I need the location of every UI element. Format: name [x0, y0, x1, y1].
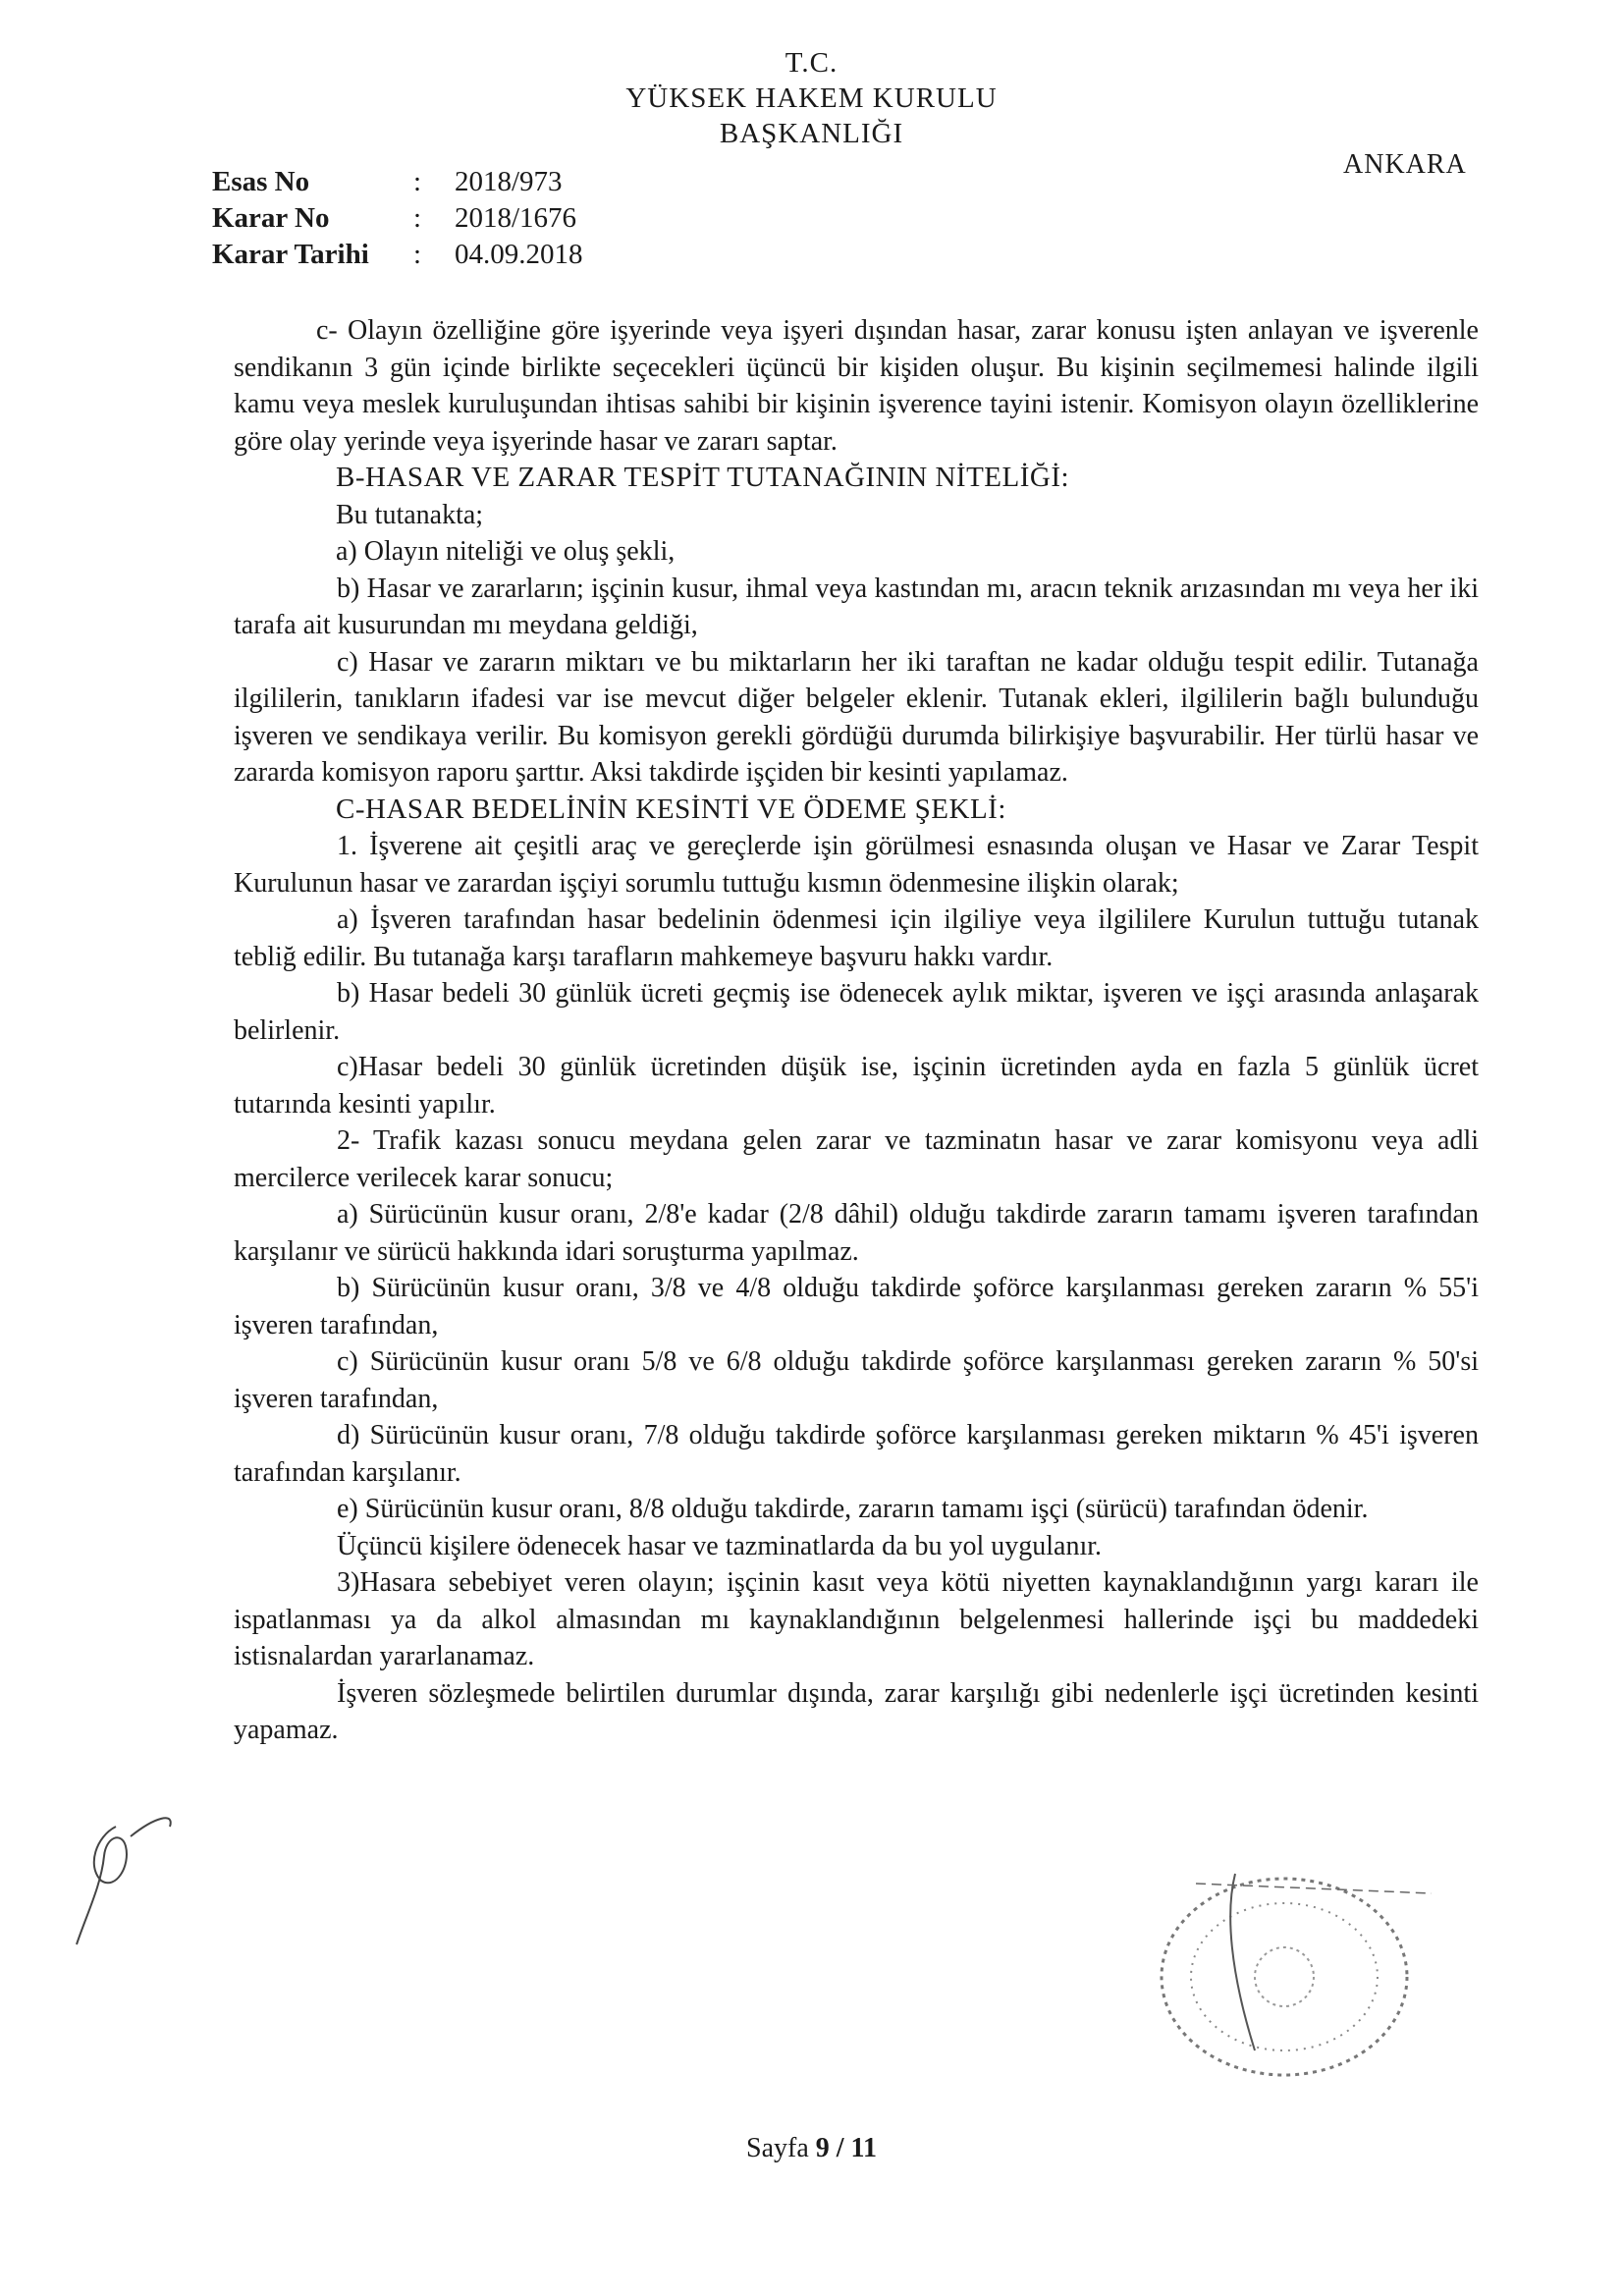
meta-row-karar-tarihi	[212, 237, 583, 273]
meta-separator: :	[413, 239, 422, 270]
page-number: 9 / 11	[815, 2133, 877, 2163]
section-heading-c: C-HASAR BEDELİNİN KESİNTİ VE ÖDEME ŞEKLİ:	[336, 793, 1006, 825]
paragraph-c-1b: b) Hasar bedeli 30 günlük ücreti geçmiş ise ödenecek aylık miktar, işveren ve işçi arasında anlaşarak belirlenir.	[234, 978, 1479, 1046]
paragraph-c-2c: c) Sürücünün kusur oranı 5/8 ve 6/8 olduğu takdirde şoförce karşılanması gereken zararın % 50'si işveren tarafından,	[234, 1346, 1479, 1414]
paragraph-c-2b: b) Sürücünün kusur oranı, 3/8 ve 4/8 olduğu takdirde şoförce karşılanması gereken zararın % 55'i işveren tarafından,	[234, 1273, 1479, 1340]
paragraph-b-c: c) Hasar ve zararın miktarı ve bu miktarların her iki taraftan ne kadar olduğu tespit edilir. Tutanağa ilgililerin, tanıkların ifadesi var ise mevcut diğer belgeler eklenir. Tutanak ekleri, ilgililerin bağlı bulunduğu işveren ve sendikaya verilir. Bu komisyon gerekli gördüğü durumda bilirkişiye başvurabilir. Her türlü hasar ve zararda komisyon raporu şarttır. Aksi takdirde işçiden bir kesinti yapılamaz.	[234, 646, 1479, 788]
meta-value: 2018/1676	[455, 202, 577, 234]
document-body	[234, 312, 1479, 1749]
paragraph-c-2f: Üçüncü kişilere ödenecek hasar ve tazminatlarda da bu yol uygulanır.	[337, 1530, 1103, 1561]
paragraph-b-b: b) Hasar ve zararların; işçinin kusur, ihmal veya kastından mı, aracın teknik arızasından mı veya her iki tarafa ait kusurundan mı meydana geldiği,	[234, 573, 1479, 640]
meta-row-karar	[212, 200, 583, 237]
paragraph-b-a: a) Olayın niteliği ve oluş şekli,	[336, 536, 676, 567]
meta-label: Esas No	[212, 166, 310, 197]
header-institution: YÜKSEK HAKEM KURULU	[625, 82, 998, 114]
header-city: ANKARA	[1343, 149, 1467, 180]
paragraph-c: c- Olayın özelliğine göre işyerinde veya işyeri dışından hasar, zarar konusu işten anlayan ve işverenle sendikanın 3 gün içinde birlikte seçecekleri üçüncü bir kişiden oluşur. Bu kişinin seçilmemesi halinde ilgili kamu veya meslek kuruluşundan ihtisas sahibi bir kişinin işverence tayini istenir. Komisyon olayın özelliklerine göre olay yerinde veya işyerinde hasar ve zararı saptar.	[234, 315, 1479, 457]
paragraph-c-2e: e) Sürücünün kusur oranı, 8/8 olduğu takdirde, zararın tamamı işçi (sürücü) tarafından ödenir.	[337, 1494, 1369, 1524]
paragraph-c-3: 3)Hasara sebebiyet veren olayın; işçinin kasıt veya kötü niyetten kaynaklandığının yargı kararı ile ispatlanması ya da alkol almasından mı kaynaklandığının belgelenmesi hallerinde işçi bu maddedeki istisnalardan yararlanamaz.	[234, 1567, 1479, 1671]
paragraph-c-2d: d) Sürücünün kusur oranı, 7/8 olduğu takdirde şoförce karşılanması gereken miktarın % 45'i işveren tarafından karşılanır.	[234, 1420, 1479, 1488]
meta-value: 04.09.2018	[455, 239, 583, 270]
section-heading-b: B-HASAR VE ZARAR TESPİT TUTANAĞININ NİTELİĞİ:	[336, 462, 1070, 493]
official-seal	[1137, 1854, 1432, 2090]
meta-label: Karar Tarihi	[212, 239, 369, 270]
paragraph-c-1a: a) İşveren tarafından hasar bedelinin ödenmesi için ilgiliye veya ilgililere Kurulun tuttuğu tutanak tebliğ edilir. Bu tutanağa karşı tarafların mahkemeye başvuru hakkı vardır.	[234, 904, 1479, 972]
meta-separator: :	[413, 166, 422, 197]
page-number-prefix: Sayfa	[746, 2133, 816, 2163]
page-footer	[0, 2133, 1623, 2164]
handwritten-initial	[57, 1797, 185, 1954]
paragraph-c-1: 1. İşverene ait çeşitli araç ve gereçlerde işin görülmesi esnasında oluşan ve Hasar ve Zarar Tespit Kurulunun hasar ve zarardan işçiyi sorumlu tuttuğu kısmın ödenmesine ilişkin olarak;	[234, 831, 1479, 899]
paragraph-b-intro: Bu tutanakta;	[336, 499, 484, 530]
meta-row-esas	[212, 164, 583, 200]
paragraph-c-1c: c)Hasar bedeli 30 günlük ücretinden düşük ise, işçinin ücretinden ayda en fazla 5 günlük ücret tutarında kesinti yapılır.	[234, 1052, 1479, 1120]
meta-value: 2018/973	[455, 166, 563, 197]
case-metadata	[212, 164, 583, 273]
meta-separator: :	[413, 202, 422, 234]
document-header	[0, 45, 1623, 151]
paragraph-c-2a: a) Sürücünün kusur oranı, 2/8'e kadar (2/8 dâhil) olduğu takdirde zararın tamamı işveren tarafından karşılanır ve sürücü hakkında idari soruşturma yapılmaz.	[234, 1199, 1479, 1267]
meta-label: Karar No	[212, 202, 330, 234]
paragraph-c-2: 2- Trafik kazası sonucu meydana gelen zarar ve tazminatın hasar ve zarar komisyonu veya adli mercilerce verilecek karar sonucu;	[234, 1125, 1479, 1193]
paragraph-c-4: İşveren sözleşmede belirtilen durumlar dışında, zarar karşılığı gibi nedenlerle işçi ücretinden kesinti yapamaz.	[234, 1677, 1479, 1745]
header-presidency: BAŞKANLIĞI	[719, 118, 904, 149]
header-tc: T.C.	[784, 47, 839, 79]
